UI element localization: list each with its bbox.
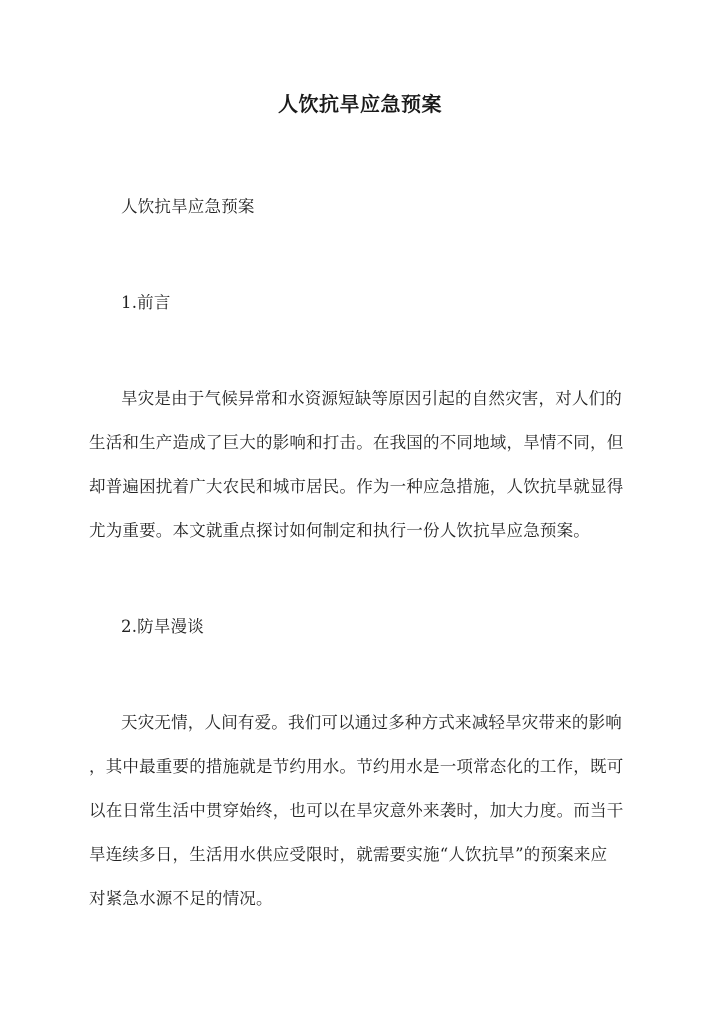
paragraph-line: 却普遍困扰着广大农民和城市居民。作为一种应急措施，人饮抗旱就显得 bbox=[89, 477, 624, 496]
paragraph-line: 旱灾是由于气候异常和水资源短缺等原因引起的自然灾害，对人们的 bbox=[121, 389, 622, 408]
paragraph-line: 尤为重要。本文就重点探讨如何制定和执行一份人饮抗旱应急预案。 bbox=[89, 521, 590, 540]
document-subtitle: 人饮抗旱应急预案 bbox=[121, 197, 255, 216]
section-heading-intro: 1.前言 bbox=[121, 293, 171, 312]
section-heading-drought: 2.防旱漫谈 bbox=[121, 617, 204, 636]
paragraph-line: 以在日常生活中贯穿始终，也可以在旱灾意外来袭时，加大力度。而当干 bbox=[89, 801, 624, 820]
paragraph-line: 天灾无情，人间有爱。我们可以通过多种方式来减轻旱灾带来的影响 bbox=[121, 713, 622, 732]
paragraph-line: 旱连续多日，生活用水供应受限时，就需要实施“人饮抗旱”的预案来应 bbox=[89, 845, 608, 864]
paragraph-line: ，其中最重要的措施就是节约用水。节约用水是一项常态化的工作，既可 bbox=[89, 757, 624, 776]
paragraph-line: 生活和生产造成了巨大的影响和打击。在我国的不同地域，旱情不同，但 bbox=[89, 433, 624, 452]
paragraph-line: 对紧急水源不足的情况。 bbox=[89, 889, 273, 908]
document-title: 人饮抗旱应急预案 bbox=[278, 92, 442, 116]
